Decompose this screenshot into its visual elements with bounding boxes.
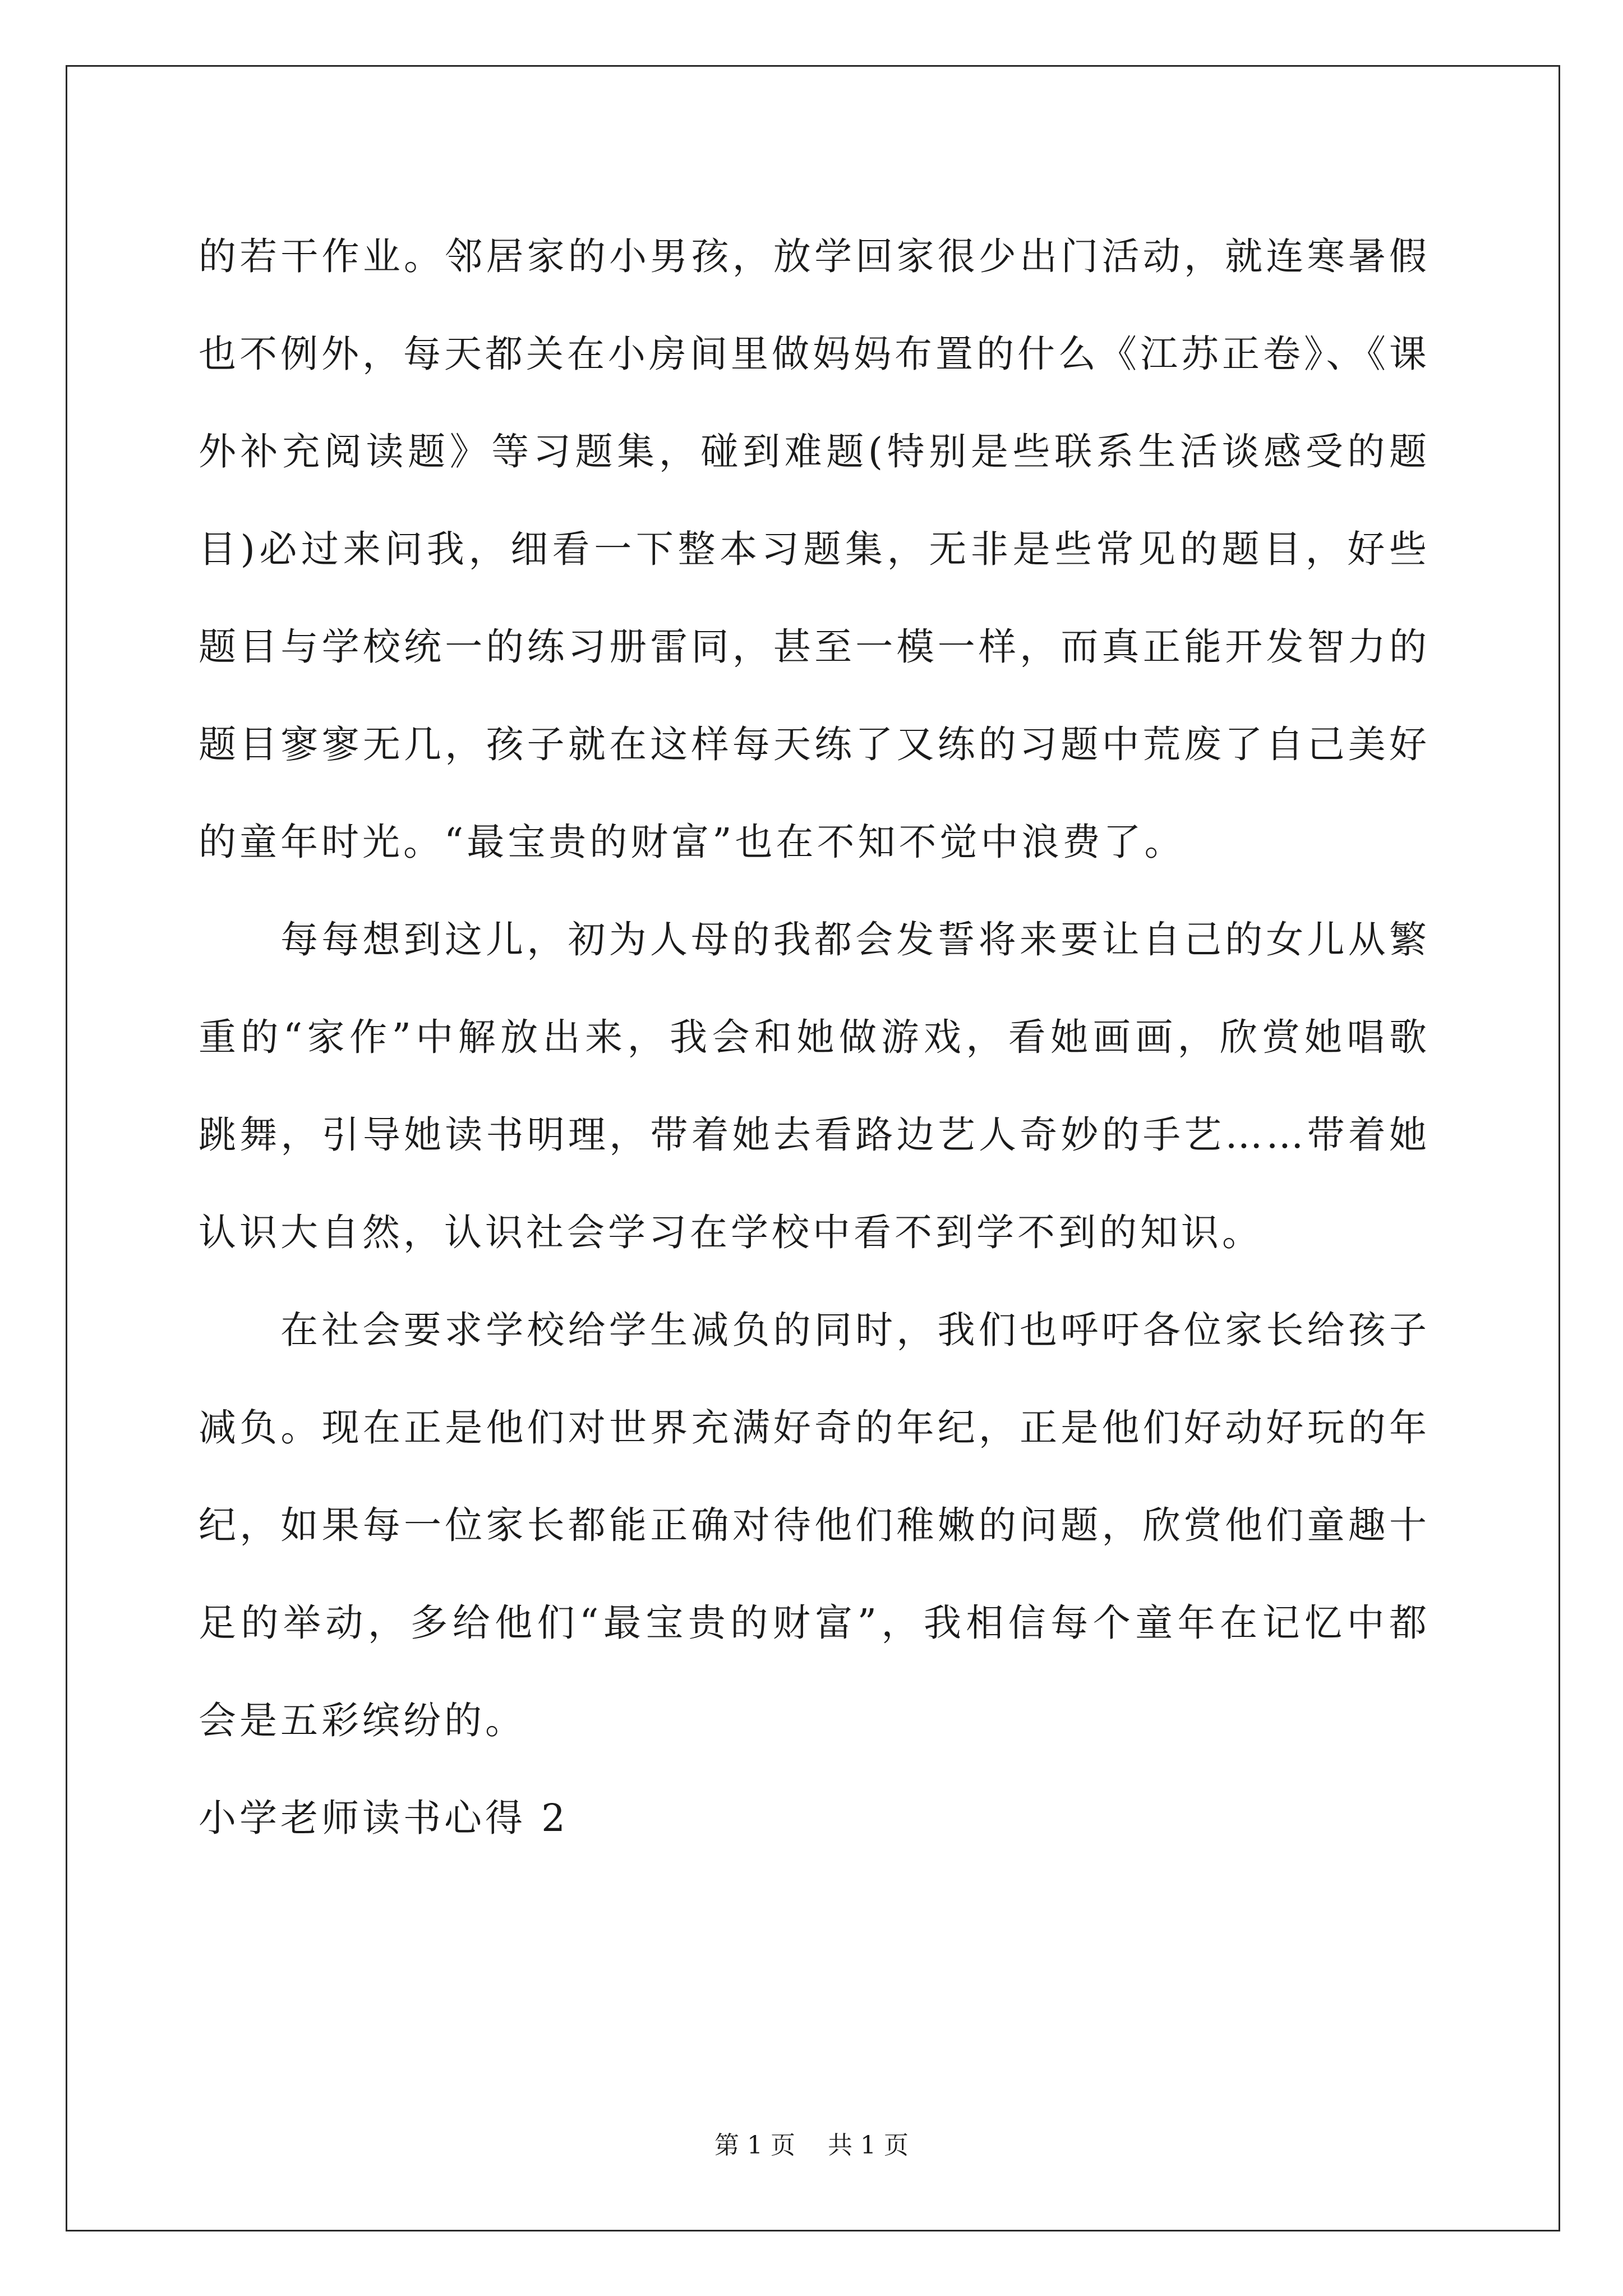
paragraph-1: 的若干作业。邻居家的小男孩，放学回家很少出门活动，就连寒暑假也不例外，每天都关在小房间里做妈妈布置的什么《江苏正卷》、《课外补充阅读题》等习题集，碰到难题(特别是些联系生活谈感受的题目)必过来问我，细看一下整本习题集，无非是些常见的题目，好些题目与学校统一的练习册雷同，甚至一模一样，而真正能开发智力的题目寥寥无几，孩子就在这样每天练了又练的习题中荒废了自己美好的童年时光。“最宝贵的财富”也在不知不觉中浪费了。	[199, 234, 1430, 864]
paragraph-3: 在社会要求学校给学生减负的同时，我们也呼吁各位家长给孩子减负。现在正是他们对世界充满好奇的年纪，正是他们好动好玩的年纪，如果每一位家长都能正确对待他们稚嫩的问题，欣赏他们童趣十足的举动，多给他们“最宝贵的财富”，我相信每个童年在记忆中都会是五彩缤纷的。	[199, 1308, 1430, 1742]
paragraph-2: 每每想到这儿，初为人母的我都会发誓将来要让自己的女儿从繁重的“家作”中解放出来，我会和她做游戏，看她画画，欣赏她唱歌跳舞，引导她读书明理，带着她去看路边艺人奇妙的手艺……带着她认识大自然，认识社会学习在学校中看不到学不到的知识。	[199, 918, 1430, 1254]
page-number-total: 共 1 页	[828, 2131, 909, 2160]
section-heading: 小学老师读书心得 2	[199, 1796, 569, 1840]
page-footer	[0, 2129, 1623, 2162]
document-body	[199, 208, 1430, 1867]
page-number-current: 第 1 页	[714, 2131, 795, 2160]
